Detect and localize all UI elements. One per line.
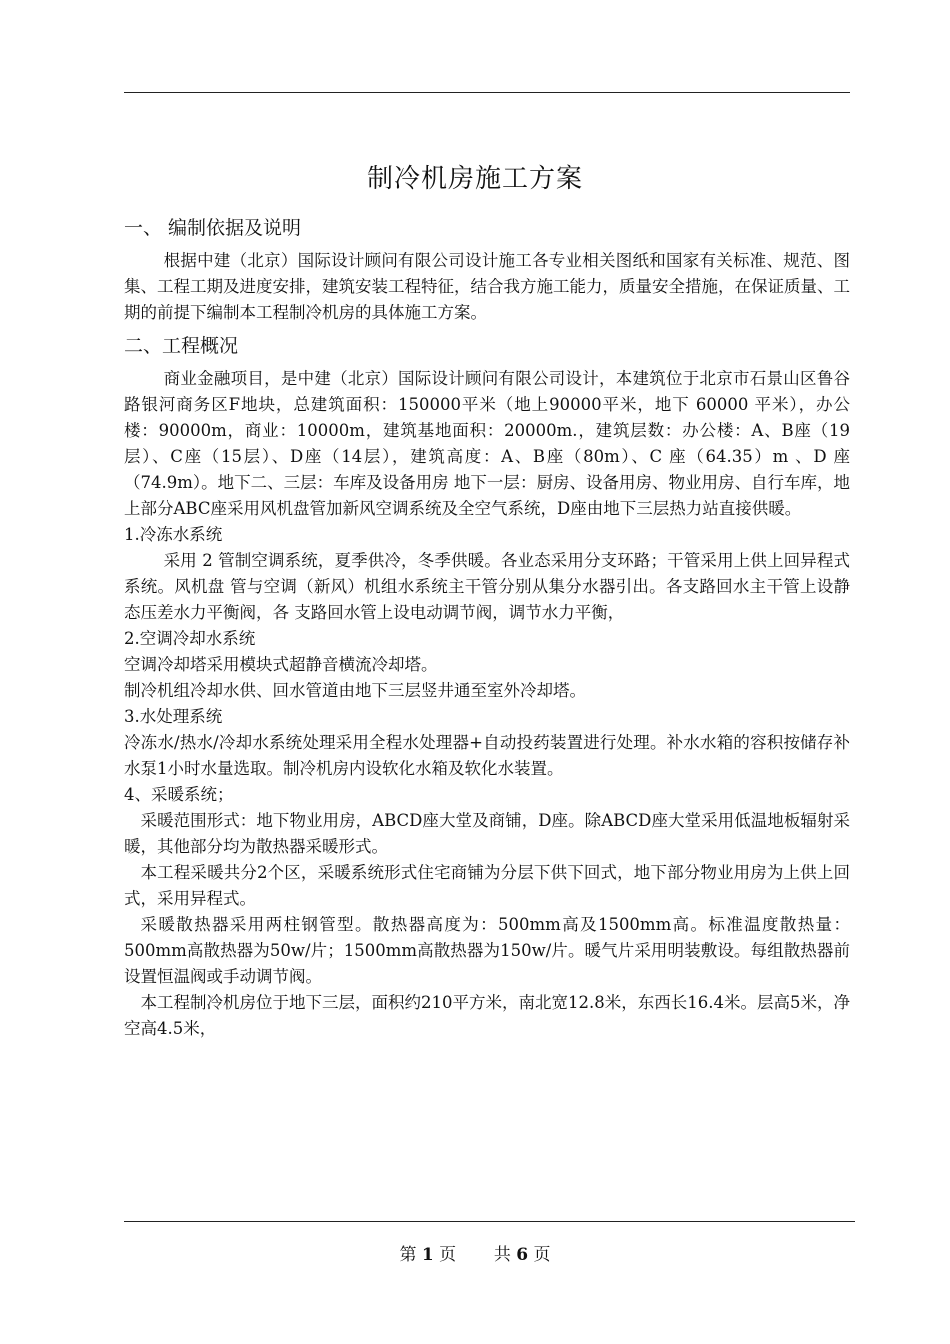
section-heading-basis: 一、 编制依据及说明 bbox=[124, 217, 302, 239]
header-rule bbox=[124, 92, 850, 93]
section-paragraph-overview: 商业金融项目，是中建（北京）国际设计顾问有限公司设计，本建筑位于北京市石景山区鲁谷路银河商务区F地块，总建筑面积：150000平米（地上90000平米，地下 60000 平米），办公楼：90000m，商业：10000m，建筑基地面积：20000m.，建筑层数：办公楼：A、B座（19层）、C座（15层）、D座（14层），建筑高度：A、B座（80m）、C 座（64.35）m 、D 座（74.9m）。地下二、三层：车库及设备用房 地下一层：厨房、设备用房、物业用房、自行车库，地上部分ABC座采用风机盘管加新风空调系统及全空气系统，D座由地下三层热力站直接供暖。 bbox=[124, 369, 850, 518]
subsection-paragraph-radiators: 采暖散热器采用两柱钢管型。散热器高度为：500mm高及1500mm高。标准温度散热量：500mm高散热器为50w/片；1500mm高散热器为150w/片。暖气片采用明装敷设。每组散热器前设置恒温阀或手动调节阀。 bbox=[124, 915, 850, 986]
subsection-paragraph-chilled-water: 采用 2 管制空调系统，夏季供冷，冬季供暖。各业态采用分支环路；干管采用上供上回异程式系统。风机盘 管与空调（新风）机组水系统主干管分别从集分水器引出。各支路回水主干管上设静态压差水力平衡阀，各 支路回水管上设电动调节阀，调节水力平衡， bbox=[124, 551, 850, 622]
subsection-heading-cooling-water: 2.空调冷却水系统 bbox=[124, 629, 256, 648]
page-suffix: 页 bbox=[439, 1245, 457, 1265]
subsection-paragraph-heating-zones: 本工程采暖共分2个区，采暖系统形式住宅商铺为分层下供下回式，地下部分物业用房为上供上回式，采用异程式。 bbox=[124, 863, 850, 908]
page-prefix: 第 bbox=[399, 1245, 417, 1265]
document-title: 制冷机房施工方案 bbox=[366, 164, 583, 194]
footer-rule bbox=[124, 1221, 855, 1222]
page-number: 1 bbox=[421, 1245, 434, 1265]
page-footer bbox=[0, 1240, 950, 1265]
total-prefix: 共 bbox=[493, 1245, 511, 1265]
subsection-heading-heating: 4、采暖系统； bbox=[124, 785, 234, 804]
subsection-paragraph-water-treatment: 冷冻水/热水/冷却水系统处理采用全程水处理器+自动投药装置进行处理。补水水箱的容积按储存补水泵1小时水量选取。制冷机房内设软化水箱及软化水装置。 bbox=[124, 733, 850, 778]
subsection-paragraph-heating-scope: 采暖范围形式：地下物业用房，ABCD座大堂及商铺，D座。除ABCD座大堂采用低温地板辐射采暖，其他部分均为散热器采暖形式。 bbox=[124, 811, 850, 856]
subsection-heading-chilled-water: 1.冷冻水系统 bbox=[124, 525, 223, 544]
section-heading-overview: 二、工程概况 bbox=[124, 335, 239, 357]
document-body bbox=[124, 214, 850, 1042]
subsection-paragraph-cooling-pipes: 制冷机组冷却水供、回水管道由地下三层竖井通至室外冷却塔。 bbox=[124, 681, 586, 700]
total-suffix: 页 bbox=[533, 1245, 551, 1265]
total-pages: 6 bbox=[516, 1245, 529, 1265]
section-paragraph-basis: 根据中建（北京）国际设计顾问有限公司设计施工各专业相关图纸和国家有关标准、规范、图集、工程工期及进度安排，建筑安装工程特征，结合我方施工能力，质量安全措施，在保证质量、工期的前提下编制本工程制冷机房的具体施工方案。 bbox=[124, 251, 850, 322]
subsection-paragraph-cooling-tower: 空调冷却塔采用模块式超静音横流冷却塔。 bbox=[124, 655, 438, 674]
subsection-paragraph-plant-room: 本工程制冷机房位于地下三层，面积约210平方米，南北宽12.8米，东西长16.4米。层高5米，净空高4.5米， bbox=[124, 993, 850, 1038]
subsection-heading-water-treatment: 3.水处理系统 bbox=[124, 707, 223, 726]
